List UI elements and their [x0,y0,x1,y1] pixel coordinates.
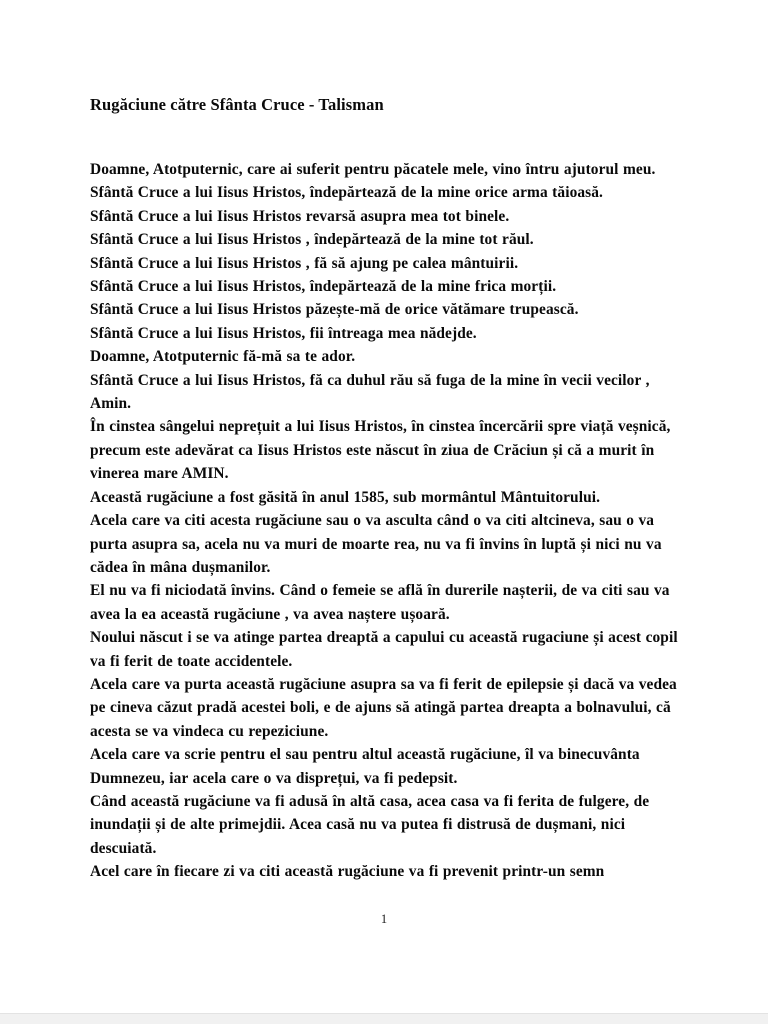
document-content [90,94,680,884]
paragraph: Acel care în fiecare zi va citi această rugăciune va fi prevenit printr-un semn [90,863,605,881]
paragraph: Sfântă Cruce a lui Iisus Hristos, îndepărtează de la mine orice arma tăioasă. [90,184,604,202]
paragraph: Sfântă Cruce a lui Iisus Hristos, îndepărtează de la mine frica morții. [90,278,557,296]
paragraph: Doamne, Atotputernic fă-mă sa te ador. [90,348,356,366]
paragraph: În cinstea sângelui neprețuit a lui Iisus Hristos, în cinstea încercării spre viață veșnică, precum este adevărat ca Iisus Hristos este născut în ziua de Crăciun și că a murit în vinerea mare AMIN. [90,418,671,483]
paragraph: Sfântă Cruce a lui Iisus Hristos , fă să ajung pe calea mântuirii. [90,254,519,272]
paragraph: Acela care va citi acesta rugăciune sau o va asculta când o va citi altcineva, sau o va purta asupra sa, acela nu va muri de moarte rea, nu va fi învins în luptă și nici nu va cădea în mâna dușmanilor. [90,512,662,576]
paragraph: Sfântă Cruce a lui Iisus Hristos , îndepărtează de la mine tot răul. [90,231,534,249]
paragraph: Sfântă Cruce a lui Iisus Hristos revarsă asupra mea tot binele. [90,207,510,225]
document-body [90,158,680,884]
paragraph: Sfântă Cruce a lui Iisus Hristos păzește-mă de orice vătămare trupească. [90,301,579,319]
paragraph: Când această rugăciune va fi adusă în altă casa, acea casa va fi ferita de fulgere, de inundații și de alte primejdii. Acea casă nu va putea fi distrusă de dușmani, nici descuiată. [90,792,650,857]
document-title: Rugăciune către Sfânta Cruce - Talisman [90,95,384,114]
paragraph: Doamne, Atotputernic, care ai suferit pentru păcatele mele, vino întru ajutorul meu. [90,161,656,178]
paragraph: Noului născut i se va atinge partea dreaptă a capului cu această rugaciune și acest copil va fi ferit de toate accidentele. [90,629,678,670]
paragraph: El nu va fi niciodată învins. Când o femeie se află în durerile nașterii, de va citi sau va avea la ea această rugăciune , va avea naștere ușoară. [90,582,670,623]
paragraph: Sfântă Cruce a lui Iisus Hristos, fă ca duhul rău să fuga de la mine în vecii vecilor , Amin. [90,371,650,413]
paragraph: Acela care va scrie pentru el sau pentru altul această rugăciune, îl va binecuvânta Dumnezeu, iar acela care o va disprețui, va fi pedepsit. [90,746,640,787]
page-bottom-edge [0,1013,768,1024]
page-number: 1 [380,912,388,926]
paragraph: Această rugăciune a fost găsită în anul 1585, sub mormântul Mântuitorului. [90,488,601,506]
paragraph: Sfântă Cruce a lui Iisus Hristos, fii întreaga mea nădejde. [90,324,477,342]
paragraph: Acela care va purta această rugăciune asupra sa va fi ferit de epilepsie și dacă va vedea pe cineva căzut pradă acestei boli, e de ajuns să atingă partea dreapta a bolnavului, că acesta se va vindeca cu repeziciune. [90,675,677,740]
